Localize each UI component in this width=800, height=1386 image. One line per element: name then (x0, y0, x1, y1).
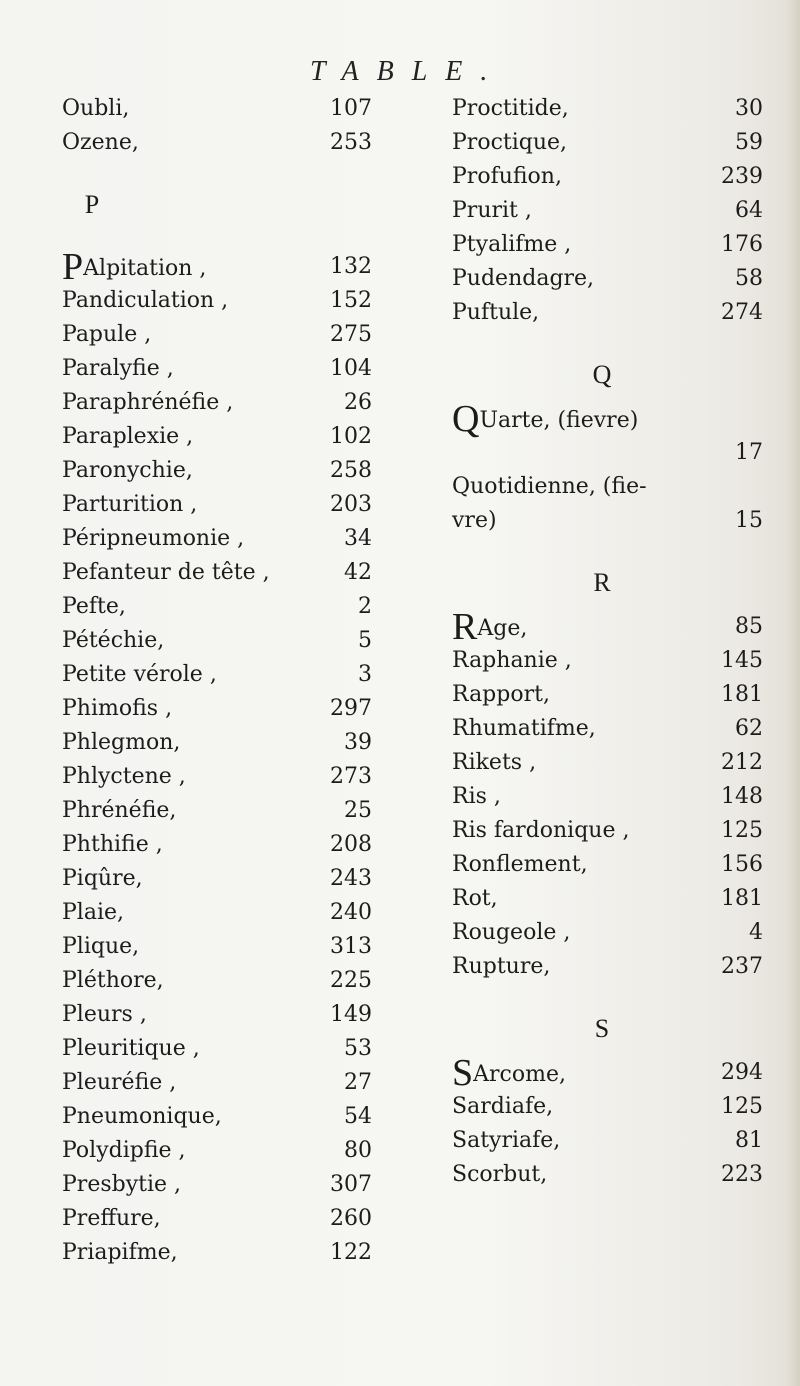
entry-page: 307 (330, 1172, 372, 1197)
index-entry-first (62, 246, 442, 288)
entry-term: Presbytie , (62, 1172, 182, 1197)
index-entry (452, 848, 777, 882)
index-entry (62, 896, 442, 930)
section-p-entries (62, 284, 442, 1270)
entry-term: Puftule, (452, 300, 540, 325)
entry-page: 39 (344, 730, 372, 755)
entry-term: Ozene, (62, 130, 139, 155)
entry-term: Priapifme, (62, 1240, 178, 1265)
right-top-entries (452, 92, 777, 330)
entry-term: Phimofis , (62, 696, 173, 721)
entry-term: Uarte, (fievre) (479, 408, 639, 433)
entry-term: Phlyctene , (62, 764, 186, 789)
page-header: TABLE. (310, 56, 506, 87)
section-letter-r: R (593, 568, 611, 597)
index-entry (62, 794, 442, 828)
entry-page: 225 (330, 968, 372, 993)
index-entry (62, 930, 442, 964)
index-entry (62, 964, 442, 998)
entry-page: 149 (330, 1002, 372, 1027)
index-entry (62, 420, 442, 454)
index-entry (62, 1066, 442, 1100)
index-entry (452, 882, 777, 916)
index-entry-first (452, 606, 777, 648)
entry-term: Phthifie , (62, 832, 163, 857)
entry-term: Pétéchie, (62, 628, 165, 653)
entry-page: 27 (344, 1070, 372, 1095)
entry-term: Pudendagre, (452, 266, 595, 291)
entry-term: Oubli, (62, 96, 130, 121)
index-entry (62, 556, 442, 590)
index-column-right (452, 92, 777, 1192)
index-entry (452, 678, 777, 712)
entry-term: Profufion, (452, 164, 562, 189)
entry-term: Parturition , (62, 492, 198, 517)
entry-term: Papule , (62, 322, 152, 347)
entry-page: 212 (721, 750, 763, 775)
entry-term-continuation: vre) (452, 508, 497, 533)
entry-page: 102 (330, 424, 372, 449)
entry-term: Paraphrénéfie , (62, 390, 234, 415)
index-entry (452, 916, 777, 950)
index-entry (62, 1100, 442, 1134)
entry-term: Sardiafe, (452, 1094, 554, 1119)
index-entry (452, 296, 777, 330)
drop-initial: Q (452, 398, 480, 440)
entry-page: 176 (721, 232, 763, 257)
entry-page: 42 (344, 560, 372, 585)
index-entry (62, 352, 442, 386)
index-entry (62, 828, 442, 862)
entry-page: 132 (330, 254, 372, 279)
entry-term: Proctique, (452, 130, 568, 155)
index-entry (62, 1168, 442, 1202)
entry-term: Pleuréfie , (62, 1070, 177, 1095)
index-entry (452, 780, 777, 814)
index-entry (62, 488, 442, 522)
section-s-entries (452, 1090, 777, 1192)
entry-term: Pléthore, (62, 968, 164, 993)
entry-term: Prurit , (452, 198, 532, 223)
entry-term: Rougeole , (452, 920, 571, 945)
index-entry (62, 658, 442, 692)
index-entry-first (452, 398, 777, 440)
index-entry (452, 160, 777, 194)
entry-term: Paralyfie , (62, 356, 174, 381)
entry-term: Rupture, (452, 954, 551, 979)
index-entry (62, 1236, 442, 1270)
entry-page: 104 (330, 356, 372, 381)
entry-term: Pefanteur de tête , (62, 560, 270, 585)
entry-page: 3 (358, 662, 372, 687)
index-entry (62, 126, 442, 160)
entry-term: Arcome, (473, 1062, 566, 1087)
entry-page: 54 (344, 1104, 372, 1129)
entry-term: Ris , (452, 784, 501, 809)
index-entry (452, 712, 777, 746)
index-entry (62, 1202, 442, 1236)
entry-term: Scorbut, (452, 1162, 548, 1187)
entry-page: 203 (330, 492, 372, 517)
entry-page: 260 (330, 1206, 372, 1231)
entry-page: 58 (735, 266, 763, 291)
entry-page: 59 (735, 130, 763, 155)
entry-term: Ptyalifme , (452, 232, 572, 257)
entry-page: 253 (330, 130, 372, 155)
entry-term: Plaie, (62, 900, 125, 925)
entry-page: 152 (330, 288, 372, 313)
entry-page: 181 (721, 886, 763, 911)
section-letter-s: S (594, 1014, 610, 1043)
index-entry (62, 624, 442, 658)
entry-page: 64 (735, 198, 763, 223)
entry-page: 25 (344, 798, 372, 823)
index-entry (62, 1134, 442, 1168)
index-entry (62, 284, 442, 318)
section-r-entries (452, 644, 777, 984)
entry-page: 145 (721, 648, 763, 673)
index-entry (62, 726, 442, 760)
index-entry-continuation (452, 504, 777, 538)
entry-term: Ris fardonique , (452, 818, 630, 843)
entry-page: 85 (735, 614, 763, 639)
section-letter-q: Q (592, 360, 612, 389)
entry-page: 53 (344, 1036, 372, 1061)
entry-page: 313 (330, 934, 372, 959)
entry-page: 294 (721, 1060, 763, 1085)
entry-page: 26 (344, 390, 372, 415)
entry-page: 275 (330, 322, 372, 347)
entry-page: 17 (735, 440, 763, 465)
entry-term: Phrénéfie, (62, 798, 177, 823)
index-entry (62, 998, 442, 1032)
index-entry (452, 262, 777, 296)
index-entry (452, 950, 777, 984)
entry-page: 273 (330, 764, 372, 789)
entry-page: 297 (330, 696, 372, 721)
entry-term: Rapport, (452, 682, 550, 707)
index-entry (62, 760, 442, 794)
entry-term: Quotidienne, (fie- (452, 474, 647, 499)
index-entry-page (452, 436, 777, 470)
index-entry (452, 1158, 777, 1192)
entry-term: Paraplexie , (62, 424, 194, 449)
index-entry (452, 1124, 777, 1158)
index-column-left (62, 92, 442, 1270)
entry-term: Péripneumonie , (62, 526, 245, 551)
entry-page: 243 (330, 866, 372, 891)
entry-term: Rikets , (452, 750, 537, 775)
entry-page: 4 (749, 920, 763, 945)
index-entry (452, 92, 777, 126)
entry-page: 2 (358, 594, 372, 619)
entry-term: Alpitation , (83, 256, 207, 281)
entry-page: 80 (344, 1138, 372, 1163)
entry-page: 274 (721, 300, 763, 325)
entry-page: 148 (721, 784, 763, 809)
index-entry (62, 522, 442, 556)
index-entry (452, 228, 777, 262)
entry-term: Polydipfie , (62, 1138, 186, 1163)
entry-page: 181 (721, 682, 763, 707)
entry-page: 30 (735, 96, 763, 121)
drop-initial: P (62, 246, 84, 288)
entry-page: 156 (721, 852, 763, 877)
index-entry (62, 862, 442, 896)
entry-term: Rhumatifme, (452, 716, 596, 741)
entry-term: Pandiculation , (62, 288, 229, 313)
entry-term: Petite vérole , (62, 662, 217, 687)
entry-page: 125 (721, 1094, 763, 1119)
entry-term: Plique, (62, 934, 140, 959)
entry-term: Paronychie, (62, 458, 193, 483)
entry-term: Satyriafe, (452, 1128, 561, 1153)
entry-term: Age, (477, 616, 528, 641)
entry-term: Phlegmon, (62, 730, 181, 755)
entry-term: Preffure, (62, 1206, 161, 1231)
entry-page: 5 (358, 628, 372, 653)
entry-term: Ronflement, (452, 852, 588, 877)
index-entry (452, 126, 777, 160)
entry-page: 239 (721, 164, 763, 189)
index-entry (452, 470, 777, 504)
section-letter-p: P (84, 190, 100, 219)
index-entry (62, 318, 442, 352)
entry-page: 81 (735, 1128, 763, 1153)
entry-page: 34 (344, 526, 372, 551)
page-edge-shadow (786, 0, 800, 1386)
index-entry (452, 644, 777, 678)
index-entry (62, 692, 442, 726)
entry-page: 107 (330, 96, 372, 121)
entry-term: Proctitide, (452, 96, 569, 121)
entry-term: Pefte, (62, 594, 126, 619)
index-entry (452, 194, 777, 228)
entry-page: 237 (721, 954, 763, 979)
entry-term: Rot, (452, 886, 498, 911)
entry-term: Pleuritique , (62, 1036, 200, 1061)
index-entry (62, 92, 442, 126)
index-entry (452, 746, 777, 780)
index-entry (452, 1090, 777, 1124)
index-entry (62, 386, 442, 420)
index-entry (62, 590, 442, 624)
entry-term: Raphanie , (452, 648, 572, 673)
drop-initial: S (452, 1052, 474, 1094)
index-entry (452, 814, 777, 848)
drop-initial: R (452, 606, 478, 648)
entry-page: 15 (735, 508, 763, 533)
entry-page: 208 (330, 832, 372, 857)
index-entry (62, 454, 442, 488)
entry-page: 125 (721, 818, 763, 843)
entry-page: 258 (330, 458, 372, 483)
entry-page: 240 (330, 900, 372, 925)
index-entry (62, 1032, 442, 1066)
entry-term: Piqûre, (62, 866, 143, 891)
entry-term: Pneumonique, (62, 1104, 222, 1129)
entry-term: Pleurs , (62, 1002, 147, 1027)
entry-page: 122 (330, 1240, 372, 1265)
entry-page: 62 (735, 716, 763, 741)
index-entry-first (452, 1052, 777, 1094)
entry-page: 223 (721, 1162, 763, 1187)
